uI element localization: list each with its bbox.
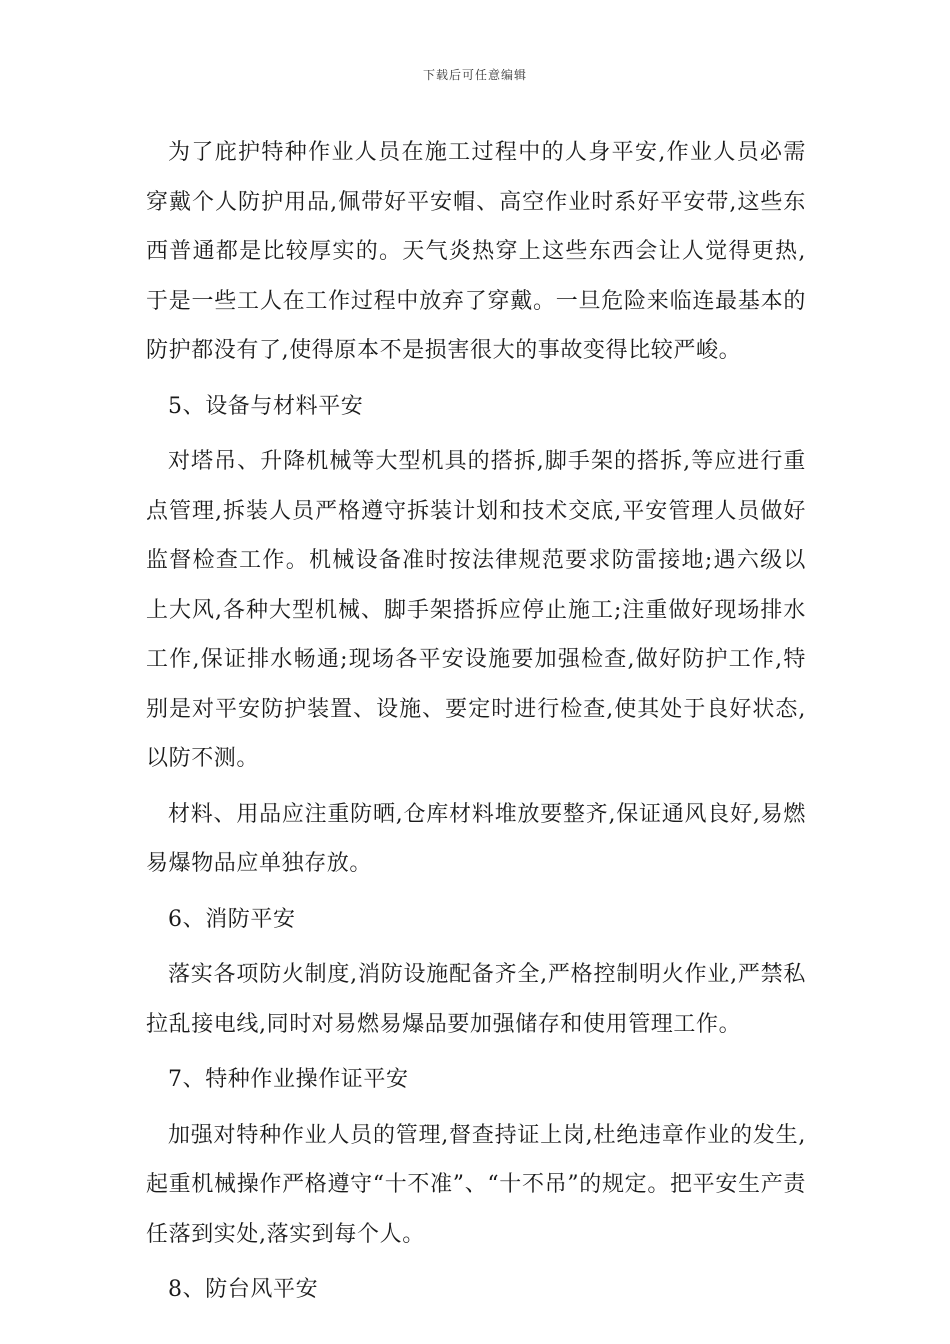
paragraph: 落实各项防火制度,消防设施配备齐全,严格控制明火作业,严禁私拉乱接电线,同时对易燃易爆品要加强储存和使用管理工作。 — [146, 962, 806, 1037]
section-heading: 8、防台风平安 — [168, 1277, 319, 1302]
section-heading: 6、消防平安 — [168, 906, 296, 932]
section-heading: 5、设备与材料平安 — [168, 393, 364, 419]
paragraph: 对塔吊、升降机械等大型机具的搭拆,脚手架的搭拆,等应进行重点管理,拆装人员严格遵守拆装计划和技术交底,平安管理人员做好监督检查工作。机械设备准时按法律规范要求防雷接地;遇六级以上大风,各种大型机械、脚手架搭拆应停止施工;注重做好现场排水工作,保证排水畅通;现场各平安设施要加强检查,做好防护工作,特别是对平安防护装置、设施、要定时进行检查,使其处于良好状态,以防不测。 — [146, 449, 806, 771]
paragraph: 为了庇护特种作业人员在施工过程中的人身平安,作业人员必需穿戴个人防护用品,佩带好平安帽、高空作业时系好平安带,这些东西普通都是比较厚实的。天气炎热穿上这些东西会让人觉得更热,于是一些工人在工作过程中放弃了穿戴。一旦危险来临连最基本的防护都没有了,使得原本不是损害很大的事故变得比较严峻。 — [146, 140, 806, 363]
paragraph: 加强对特种作业人员的管理,督查持证上岗,杜绝违章作业的发生,起重机械操作严格遵守“十不准”、“十不吊”的规定。把平安生产责任落到实处,落实到每个人。 — [146, 1122, 806, 1247]
section-heading: 7、特种作业操作证平安 — [168, 1067, 409, 1092]
page-header: 下载后可任意编辑 — [422, 68, 527, 82]
document-body — [146, 128, 806, 1321]
paragraph: 材料、用品应注重防晒,仓库材料堆放要整齐,保证通风良好,易燃易爆物品应单独存放。 — [146, 801, 806, 876]
